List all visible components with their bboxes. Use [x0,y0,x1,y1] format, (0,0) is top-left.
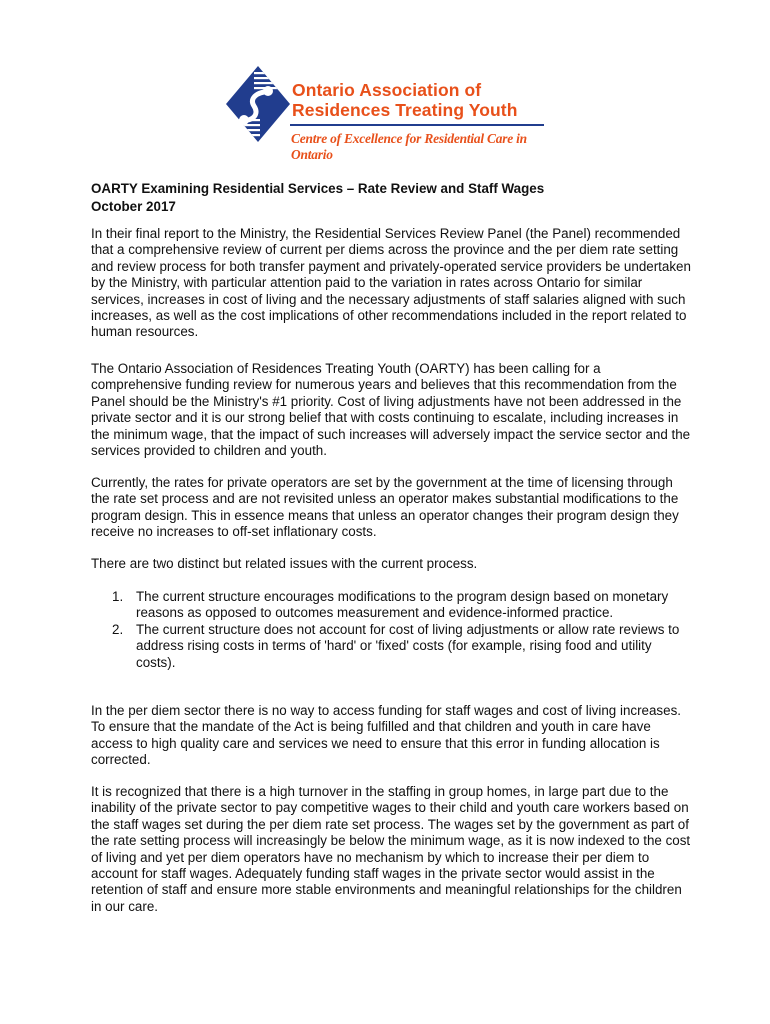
document-date: October 2017 [91,199,176,214]
paragraph-oarty-position: The Ontario Association of Residences Treating Youth (OARTY) has been calling for a comprehensive funding review for numerous years and believes that this recommendation from the Panel should be the Ministry's #1 priority. Cost of living adjustments have not been addressed in the private sector and it is our strong belief that with costs continuing to escalate, including increases in the minimum wage, that the impact of such increases will adversely impact the service sector and the services provided to children and youth. [91,361,691,459]
list-item-text: The current structure encourages modifications to the program design based on monetary reasons as opposed to outcomes measurement and evidence-informed practice. [136,589,669,621]
oarty-emblem-icon [224,64,292,144]
organization-name-line1: Ontario Association of [292,80,482,100]
list-item-number: 1. [112,589,124,604]
issues-list [91,589,691,671]
list-item [91,622,691,671]
logo-divider [290,124,544,126]
paragraph-staff-wages-funding: In the per diem sector there is no way to access funding for staff wages and cost of living increases. To ensure that the mandate of the Act is being fulfilled and that children and youth in care have access to high quality care and services we need to ensure that this error in funding allocation is corrected. [91,703,681,768]
organization-tagline: Centre of Excellence for Residential Care in Ontario [291,131,527,162]
organization-name-line2: Residences Treating Youth [292,100,518,120]
document-title-line1: OARTY Examining Residential Services – Rate Review and Staff Wages [91,181,545,196]
paragraph-current-rates: Currently, the rates for private operators are set by the government at the time of licensing through the rate set process and are not revisited unless an operator makes substantial modifications to the program design. This in essence means that unless an operator changes their program design they receive no increases to off-set inflationary costs. [91,475,679,540]
organization-name [292,80,518,120]
paragraph-panel-recommendation: In their final report to the Ministry, the Residential Services Review Panel (the Panel) recommended that a comprehensive review of current per diems across the province and the per diem rate setting and review process for both transfer payment and privately-operated service providers be undertaken by the Ministry, with particular attention paid to the variation in rates across Ontario for similar services, increases in cost of living and the necessary adjustments of staff salaries aligned with such increases, as well as the cost implications of other recommendations included in the report related to human resources. [91,226,691,340]
list-item-text: The current structure does not account for cost of living adjustments or allow rate reviews to address rising costs in terms of 'hard' or 'fixed' costs (for example, rising food and utility costs). [136,621,680,670]
list-item [91,589,691,622]
document-title [91,180,711,216]
list-item-number: 2. [112,621,124,637]
paragraph-staff-turnover: It is recognized that there is a high turnover in the staffing in group homes, in large part due to the inability of the private sector to pay competitive wages to their child and youth care workers based on the staff wages set during the per diem rate set process. The wages set by the government as part of the rate setting process will increasingly be below the minimum wage, as it is now indexed to the cost of living and yet per diem operators have no mechanism by which to increase their per diem to account for staff wages. Adequately funding staff wages in the private sector would assist in the retention of staff and ensure more stable environments and meaningful relationships for the children in our care. [91,784,691,914]
paragraph-issues-intro: There are two distinct but related issues with the current process. [91,556,478,571]
oarty-logo [224,64,554,162]
